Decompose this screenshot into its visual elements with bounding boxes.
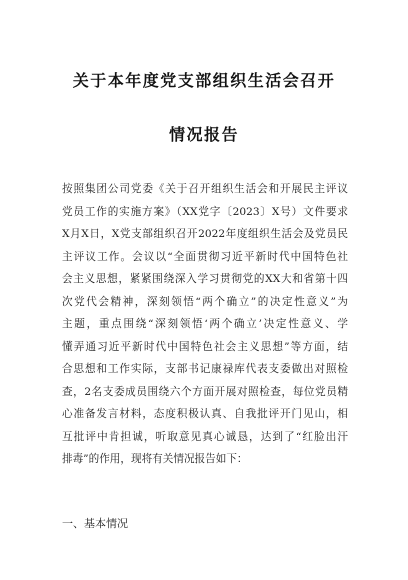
paragraph-line: 查，2名支委成员围绕六个方面开展对照检查，每位党员精 — [62, 385, 348, 398]
paragraph-line: 按照集团公司党委《关于召开组织生活会和开展民主评议 — [62, 183, 348, 195]
paragraph-line: 合思想和工作实际，支部书记康禄库代表支委做出对照检 — [62, 363, 348, 375]
paragraph-line: 党员工作的实施方案》（XX党字〔2023〕X号）文件要求 — [62, 205, 348, 218]
document-title: 关于本年度党支部组织生活会召开 — [72, 71, 336, 90]
intro-paragraph — [62, 178, 348, 471]
paragraph-line: 懂弄通习近平新时代中国特色社会主义思想”等方面，结 — [62, 340, 348, 353]
section-heading: 一、基本情况 — [62, 517, 128, 530]
paragraph-line: 互批评中肯担诚，听取意见真心诚恳，达到了“红脸出汗 — [62, 430, 348, 443]
paragraph-line: 心准备发言材料，态度积极认真、自我批评开门见山，相 — [62, 408, 348, 420]
paragraph-line: 主评议工作。会议以“全面贯彻习近平新时代中国特色社 — [62, 250, 348, 263]
paragraph-line: 主题，重点围绕“深刻领悟‘两个确立’决定性意义、学 — [62, 318, 348, 330]
paragraph-line: 会主义思想，紧紧围绕深入学习贯彻党的XX大和省第十四 — [62, 273, 348, 285]
paragraph-line: 次党代会精神，深刻领悟“两个确立”的决定性意义”为 — [62, 295, 348, 308]
paragraph-line: X月X日，X党支部组织召开2022年度组织生活会及党员民 — [62, 228, 348, 240]
document-subtitle: 情况报告 — [168, 125, 239, 144]
paragraph-line: 排毒”的作用，现将有关情况报告如下： — [62, 453, 248, 465]
